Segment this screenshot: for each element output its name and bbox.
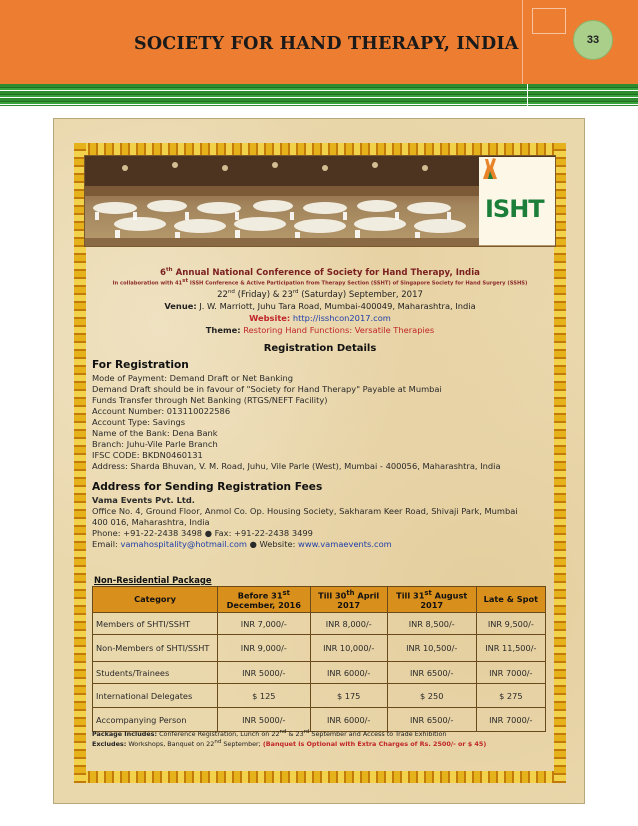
header-title: SOCIETY FOR HAND THERAPY, INDIA bbox=[134, 34, 519, 54]
row-fee: INR 7000/- bbox=[476, 662, 545, 684]
header-category: Category bbox=[93, 587, 218, 613]
phone-fax-line: Phone: +91-22-2438 3498 ● Fax: +91-22-2438 3499 bbox=[92, 528, 313, 538]
row-fee: INR 6500/- bbox=[387, 708, 476, 732]
header-stripes bbox=[0, 84, 638, 106]
row-fee: INR 6000/- bbox=[310, 662, 387, 684]
table-header-row bbox=[93, 587, 546, 613]
row-category: Students/Trainees bbox=[93, 662, 218, 684]
header-till-april: Till 30th April 2017 bbox=[310, 587, 387, 613]
row-fee: INR 9,500/- bbox=[476, 613, 545, 635]
row-fee: INR 6500/- bbox=[387, 662, 476, 684]
page-header bbox=[0, 0, 638, 84]
row-fee: INR 9,000/- bbox=[218, 635, 311, 662]
registration-line: Account Type: Savings bbox=[92, 417, 186, 427]
hand-logo-icon bbox=[479, 157, 501, 181]
row-fee: INR 5000/- bbox=[218, 662, 311, 684]
header-before-dec: Before 31st December, 2016 bbox=[218, 587, 311, 613]
package-includes: Package Includes: Conference Registration, Lunch on 22nd & 23rd September and Access to Trade Exhibition bbox=[92, 729, 447, 739]
row-fee: $ 275 bbox=[476, 684, 545, 708]
row-fee: $ 175 bbox=[310, 684, 387, 708]
row-fee: $ 125 bbox=[218, 684, 311, 708]
package-title: Non-Residential Package bbox=[94, 575, 212, 585]
row-fee: INR 10,500/- bbox=[387, 635, 476, 662]
registration-line: Address: Sharda Bhuvan, V. M. Road, Juhu, Vile Parle (West), Mumbai - 400056, Maharashtra, India bbox=[92, 461, 501, 471]
registration-details-heading: Registration Details bbox=[263, 343, 377, 354]
conference-dates: 22nd (Friday) & 23rd (Saturday) September, 2017 bbox=[217, 289, 423, 300]
header-till-august: Till 31st August 2017 bbox=[387, 587, 476, 613]
stripe-notch bbox=[527, 84, 528, 106]
header-deco-box bbox=[532, 8, 566, 34]
row-fee: $ 250 bbox=[387, 684, 476, 708]
table-row bbox=[93, 708, 546, 732]
isht-logo bbox=[479, 157, 556, 245]
company-name: Vama Events Pvt. Ltd. bbox=[92, 495, 195, 505]
registration-line: Account Number: 013110022586 bbox=[92, 406, 231, 416]
table-row bbox=[93, 684, 546, 708]
table-row bbox=[93, 662, 546, 684]
email-link[interactable]: vamahospitality@hotmail.com bbox=[120, 539, 247, 549]
table-row bbox=[93, 635, 546, 662]
registration-line: Funds Transfer through Net Banking (RTGS/NEFT Facility) bbox=[92, 395, 328, 405]
collaboration-line: In collaboration with 41st ISSH Conference & Active Participation from Therapy Section (SSHT) of Singapore Society for Hand Surgery (SSHS) bbox=[112, 278, 528, 287]
registration-line: Demand Draft should be in favour of "Society for Hand Therapy" Payable at Mumbai bbox=[92, 384, 442, 394]
theme-line: Theme: Restoring Hand Functions: Versatile Therapies bbox=[205, 325, 435, 335]
row-category: Accompanying Person bbox=[93, 708, 218, 732]
package-excludes: Excludes: Workshops, Banquet on 22nd September; (Banquet is Optional with Extra Charges of Rs. 2500/- or $ 45) bbox=[92, 739, 487, 749]
registration-line: Name of the Bank: Dena Bank bbox=[92, 428, 218, 438]
address-heading: Address for Sending Registration Fees bbox=[92, 481, 323, 493]
row-category: Members of SHTI/SSHT bbox=[93, 613, 218, 635]
page-number-badge: 33 bbox=[573, 20, 613, 60]
row-fee: INR 8,500/- bbox=[387, 613, 476, 635]
row-fee: INR 10,000/- bbox=[310, 635, 387, 662]
address-line-2: 400 016, Maharashtra, India bbox=[92, 517, 210, 527]
fees-table bbox=[92, 586, 546, 732]
table-row bbox=[93, 613, 546, 635]
row-fee: INR 5000/- bbox=[218, 708, 311, 732]
banquet-hall-photo bbox=[84, 155, 556, 247]
registration-poster bbox=[53, 118, 585, 804]
row-fee: INR 11,500/- bbox=[476, 635, 545, 662]
registration-line: Mode of Payment: Demand Draft or Net Banking bbox=[92, 373, 294, 383]
for-registration-heading: For Registration bbox=[92, 359, 189, 371]
frame-bottom bbox=[74, 771, 566, 783]
row-fee: INR 6000/- bbox=[310, 708, 387, 732]
header-late-spot: Late & Spot bbox=[476, 587, 545, 613]
email-website-line: Email: vamahospitality@hotmail.com ● Website: www.vamaevents.com bbox=[92, 539, 392, 549]
conference-title: 6th Annual National Conference of Society for Hand Therapy, India bbox=[160, 267, 480, 278]
registration-line: IFSC CODE: BKDN0460131 bbox=[92, 450, 203, 460]
row-fee: INR 8,000/- bbox=[310, 613, 387, 635]
logo-text: ISHT bbox=[485, 195, 544, 223]
venue-line: Venue: J. W. Marriott, Juhu Tara Road, Mumbai-400049, Maharashtra, India bbox=[164, 301, 476, 311]
conference-website-link[interactable]: http://isshcon2017.com bbox=[292, 313, 391, 323]
row-category: International Delegates bbox=[93, 684, 218, 708]
conference-website-line: Website: http://isshcon2017.com bbox=[249, 313, 391, 323]
row-fee: INR 7000/- bbox=[476, 708, 545, 732]
address-line-1: Office No. 4, Ground Floor, Anmol Co. Op. Housing Society, Sakharam Keer Road, Shivaji Park, Mumbai bbox=[92, 506, 518, 516]
vama-website-link[interactable]: www.vamaevents.com bbox=[298, 539, 392, 549]
registration-line: Branch: Juhu-Vile Parle Branch bbox=[92, 439, 218, 449]
row-fee: INR 7,000/- bbox=[218, 613, 311, 635]
header-divider bbox=[522, 0, 523, 84]
row-category: Non-Members of SHTI/SSHT bbox=[93, 635, 218, 662]
frame-top bbox=[74, 143, 566, 155]
